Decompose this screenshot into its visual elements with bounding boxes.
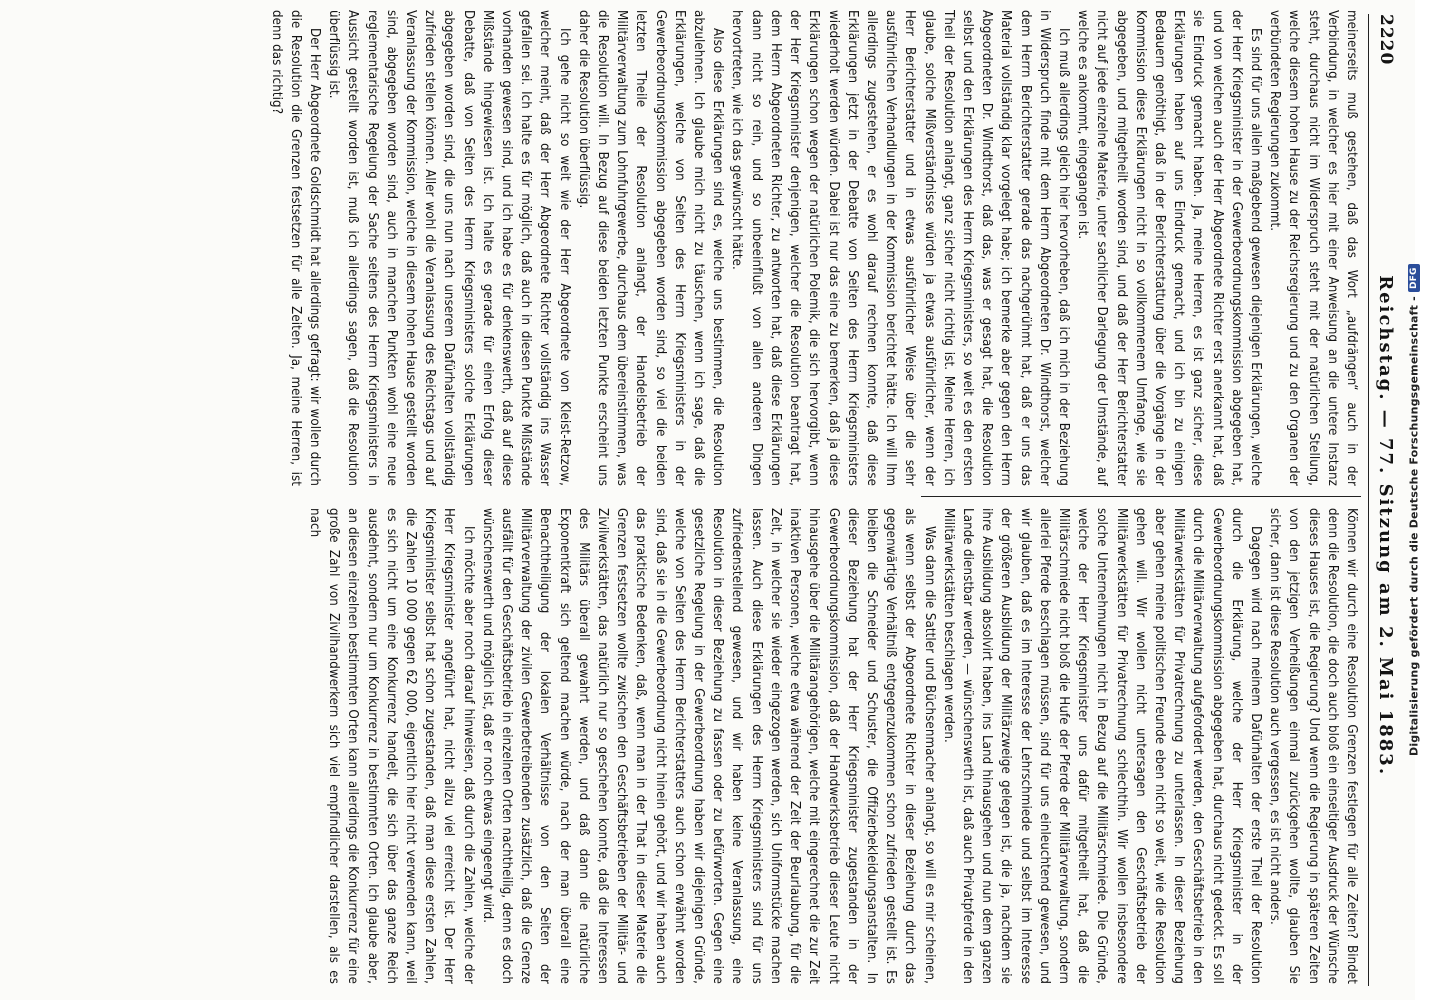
dfg-logo: DFG	[1408, 264, 1420, 292]
paragraph: Es sind für uns allein maßgebend gewesen diejenigen Erklärungen, welche der Herr Kriegsminister in der Gewerbeordnungskommission abgegeben hat, und von welchen auch der Herr Abgeordnete Richter erst anerkannt hat, daß sie Eindruck gemacht haben. Ja, meine Herren, es ist ganz sicher, diese Erklärungen haben auf uns Eindruck gemacht, und ich bin zu einigen Bedauern genöthigt, daß in der Berichterstattung über die Vorgänge in der Kommission diese Erklärungen nicht in so vollkommenem Umfange, wie sie abgegeben, und mitgetheilt worden sind, und daß der Herr Berichterstatter nicht auf jede einzelne Materie, unter sachlicher Darlegung der Umstände, auf welche es ankommt, eingegangen ist.	[1075, 10, 1263, 486]
paragraph: Können wir durch eine Resolution Grenzen festlegen für alle Zeiten? Bindet denn die Resolution, die doch auch bloß ein einseitiger Ausdruck der Wünsche dieses Hauses ist, die Regierung? Und wenn die Regierung in späteren Zeiten von den jetzigen Verheißungen einmal zurückgehen wollte, glauben Sie sicher, dann ist diese Resolution auch vergessen, es ist nicht anders.	[1267, 508, 1359, 984]
paragraph: Der Herr Abgeordnete Goldschmidt hat allerdings gefragt: wir wollen durch die Resolution die Grenzen festsetzen für alle Zeiten. Ja, meine Herren, ist denn das richtig?	[268, 10, 323, 486]
left-text-column	[266, 10, 1361, 486]
page-title: Reichstag. — 77. Sitzung am 2. Mai 1883.	[1375, 275, 1397, 777]
paragraph: Ich möchte aber noch darauf hinweisen, daß durch die Zahlen, welche der Herr Kriegsminister angeführt hat, nicht allzu viel erreicht ist. Der Herr Kriegsminister selbst hat schon zugestanden, daß man diese ersten Zahlen, die Zahlen 10 000 gegen 62 000, eigentlich hier nicht verwenden kann, weil es sich nicht um eine Konkurrenz handelt, die sich über das ganze Reich ausdehnt, sondern nur um Konkurrenz in bestimmten Orten. Ich glaube aber, an diesen einzelnen bestimmten Orten kann allerdings die Konkurrenz für eine große Zahl von Zivilhandwerkern sich viel empfindlicher darstellen, als es nach	[307, 508, 476, 984]
digitization-credit-text: Digitalisierung gefördert durch die Deutsche Forschungsgemeinschaft -	[1407, 295, 1421, 756]
right-text-column	[305, 508, 1361, 984]
column-divider	[921, 496, 1361, 497]
paragraph: Also diese Erklärungen sind es, welche uns bestimmen, die Resolution abzulehnen. Ich glaube mich nicht zu täuschen, wenn ich sage, daß die Erklärungen, welche von Seiten des Herrn Kriegsministers in der Gewerbeordnungskommission abgegeben worden sind, so viel die beiden letzten Theile der Resolution anlangt, der Handelsbetrieb der Militärverwaltung zum Lohnfuhrgewerbe, durchaus dem übereinstimmen, was die Resolution will. In Bezug auf diese beiden letzten Punkte erscheint uns daher die Resolution überflüssig.	[575, 10, 726, 486]
paragraph: Ich muß allerdings gleich hier hervorheben, daß ich mich in der Beziehung in Widerspruch finde mit dem Herrn Abgeordneten Dr. Windthorst, welcher dem Herrn Berichterstatter gerade das nachgerühmt hat, daß er uns das Material vollständig klar vorgelegt habe; ich bemerke aber gegen den Herrn Abgeordneten Dr. Windthorst, daß das, was er gesagt hat, die Resolution selbst und den Erklärungen des Herrn Kriegsministers, so weit es den ersten Theil der Resolution anlangt, ganz sicher nicht richtig ist. Meine Herren, ich glaube, solche Mißverständnisse würden ja etwas ausführlicher, wenn der Herr Berichterstatter und in etwas ausführlicher Weise über die sehr ausführlichen Verhandlungen in der Kommission berichtet hätte. Ich will Ihm allerdings zugestehen, er es wohl darauf rechnen konnte, daß diese Erklärungen jetzt in der Debatte von Seiten des Herrn Kriegsministers wiederholt werden würden. Dabei ist nur das eine zu bemerken, daß ja diese Erklärungen schon wegen der natürlichen Polemik, die sich hervorgibt, wenn der Herr Kriegsminister denjenigen, welcher die Resolution beantragt hat, dem Herrn Abgeordneten Richter, zu antworten hat, daß diese Erklärungen dann nicht so rein, und so unbeeinflußt von allen anderen Dingen hervortreten, wie ich das gewünscht hätte.	[729, 10, 1071, 486]
paragraph: Dagegen wird nach meinem Dafürhalten der erste Theil der Resolution durch die Erklärung, welche der Herr Kriegsminister in der Gewerbeordnungskommission abgegeben hat, durchaus nicht gedeckt. Es soll durch die Militärverwaltung aufgefordert werden, den Geschäftsbetrieb in den Militärwerkstätten für Privatrechnung zu unterlassen. In dieser Beziehung aber gehen meine politischen Freunde eben nicht so weit, wie die Resolution gehen will. Wir wollen nicht untersagen den Geschäftsbetrieb der Militärwerkstätten für Privatrechnung schlechthin. Wir wollen insbesondere solche Unternehmungen nicht in Bezug auf die Militärschmiede. Die Gründe, welche der Herr Kriegsminister uns dafür mitgetheilt hat, daß die Militärschmiede nicht bloß die Hufe der Pferde der Militärverwaltung, sondern allerlei Pferde beschlagen müssen, sind für uns einleuchtend gewesen, und wir glauben, daß es im Interesse der Lehrschmiede und selbst im Interesse der größeren Ausbildung der Militärzweige gelegen ist, die ja, nachdem sie ihre Ausbildung absolvirt haben, ins Land hinausgehen und nun dem ganzen Lande dienstbar werden, — wünschenswerth ist, daß auch Privatpferde in den Militärwerkstätten beschlagen werden.	[940, 508, 1263, 984]
page-number: 2220	[1376, 14, 1396, 66]
paragraph: Was dann die Sattler und Büchsenmacher anlangt, so will es mir scheinen, als wenn selbst der Abgeordnete Richter in dieser Beziehung durch das gegenwärtige Verhältniß entgegenzukommen schon zufrieden gestellt ist. Es bleiben die Schneider und Schuster, die Offizierbekleidungsanstalten. In dieser Beziehung hat der Herr Kriegsminister zugestanden in der Gewerbeordnungskommission, daß der Handwerksbetrieb dieser Leute nicht hinausgehe über die Militärangehörigen, welche mit eingerechnet die zur Zeit inaktiven Personen, welche etwa während der Zeit der Beurlaubung, für die Zeit, in welcher sie wieder eingezogen werden, sich Uniformstücke machen lassen. Auch diese Erklärungen des Herrn Kriegsministers sind für uns zufriedenstellend gewesen, und wir haben keine Veranlassung, eine Resolution in dieser Beziehung zu fassen oder zu befürworten. Gegen eine gesetzliche Regelung in der Gewerbeordnung haben wir diejenigen Gründe, welche von Seiten des Herrn Berichterstatters auch schon erwähnt worden sind, daß sie in die Gewerbeordnung nicht hinein gehört, und wir haben auch das praktische Bedenken, daß, wenn man in der That in dieser Materie die Grenzen festsetzen wollte zwischen den Geschäftsbetrieben der Militär- und Zivilwerkstätten, das natürlich nur so geschehen konnte, daß die Interessen des Militärs überall gewahrt werden, und daß dann die natürliche Exponentkraft sich geltend machen würde, nach der man überall eine Benachtheiligung der lokalen Verhältnisse von den Seiten der Militärverwaltung der zivilen Gewerbetreibenden zusätzlich, daß die Grenze ausfällt für den Geschäftsbetrieb in einzelnen Orten nachtheilig, denn es doch wünschenswerth und möglich ist, daß er noch etwas eingeengt wird.	[479, 508, 937, 984]
digitization-credit	[1396, 30, 1432, 990]
paragraph: meinerseits muß gestehen, daß das Wort „aufdrängen“ auch in der Verbindung, in welcher es hier mit einer Anweisung an die untere Instanz steht, durchaus nicht im Widerspruch steht mit der natürlichen Stellung, welche diesem hohen Hause zu der Reichsregierung und zu den Organen der verbündeten Regierungen zukommt.	[1267, 10, 1359, 486]
paragraph: Ich gehe nicht so weit wie der Herr Abgeordnete von Kleist-Retzow, welcher meint, daß der Herr Abgeordnete Richter vollständig ins Wasser gefallen sei. Ich halte es für möglich, daß auch in diesen Punkte Mißstände vorhanden gewesen sind, und ich habe es für denkenswerth, daß auf diese Mißstände hingewiesen ist. Ich halte es gerade für einen Erfolg dieser Debatte, daß von Seiten des Herrn Kriegsministers solche Erklärungen abgegeben worden sind, die uns nun nach unserem Dafürhalten vollständig zufrieden stellen können. Aller wohl die Veranlassung des Reichstags und auf Veranlassung der Kommission, welche in diesem hohen Hause gestellt worden sind, abgegeben worden sind, auch in manchen Punkten wohl eine neue reglementarische Regelung der Sache seitens des Herrn Kriegsministers in Aussicht gestellt worden ist, muß ich allerdings sagen, daß die Resolution überflüssig ist.	[326, 10, 572, 486]
